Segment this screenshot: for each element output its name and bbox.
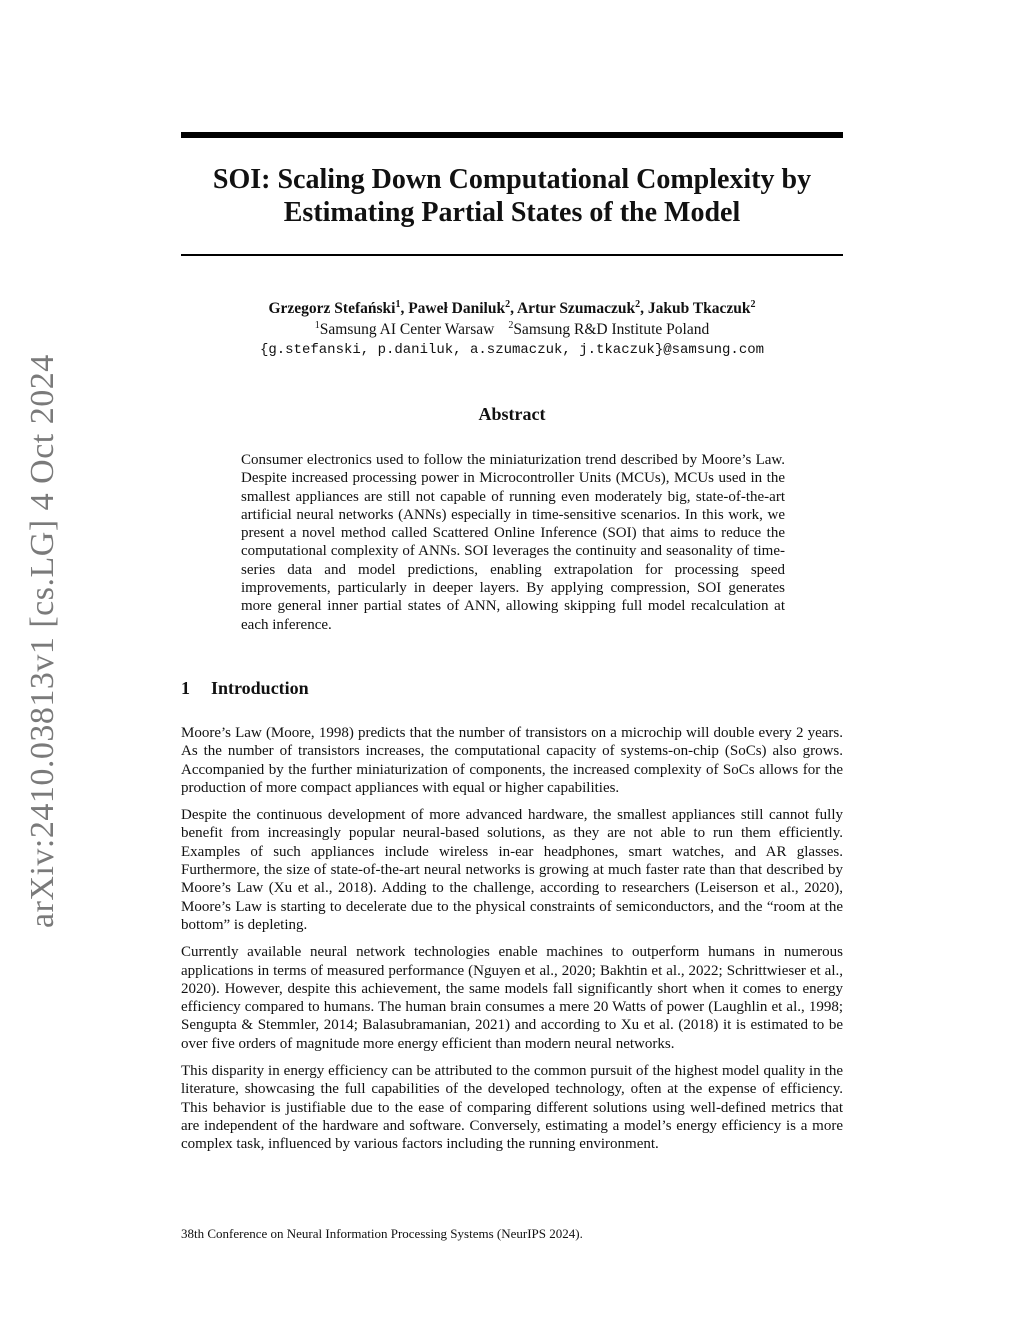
author-name: Artur Szumaczuk [516,300,636,317]
title-rule-top [181,132,843,138]
abstract-text: Consumer electronics used to follow the miniaturization trend described by Moore’s Law. Despite increased processing power in Microcontroller Units (MCUs), MCUs used in the smallest appliances are still not capable of running even moderately big, state-of-the-art artificial neural networks (ANNs) especially in time-sensitive scenarios. In this work, we present a novel method called Scattered Online Inference (SOI) that aims to reduce the computational complexity of ANNs. SOI leverages the continuity and seasonality of time-series data and model predictions, enabling extrapolation for processing speed improvements, particularly in deeper layers. By applying compression, SOI generates more general inner partial states of ANN, allowing skipping full model recalculation at each inference. [241,452,785,633]
abstract-heading: Abstract [478,404,546,424]
author-emails: {g.stefanski, p.daniluk, a.szumaczuk, j.tkaczuk}@samsung.com [259,342,765,358]
section-number: 1 [181,678,190,698]
paragraph: Despite the continuous development of more advanced hardware, the smallest appliances still cannot fully benefit from increasingly popular neural-based solutions, as they are not able to run them efficiently. Examples of such appliances include wireless in-ear headphones, smart watches, and AR glasses. Furthermore, the size of state-of-the-art neural networks is growing at much faster rate than that described by Moore’s Law (Xu et al., 2018). Adding to the challenge, according to researchers (Leiserson et al., 2020), Moore’s Law is starting to decelerate due to the physical constraints of semiconductors, and the “room at the bottom” is depleting. [181,807,843,933]
paper-title [181,163,843,229]
paragraph: Currently available neural network technologies enable machines to outperform humans in numerous applications in terms of measured performance (Nguyen et al., 2020; Bakhtin et al., 2022; Schrittwieser et al., 2020). However, despite this achievement, the same models fall significantly short when it comes to energy efficiency compared to humans. The human brain consumes a mere 20 Watts of power (Laughlin et al., 1998; Sengupta & Stemmler, 2014; Balasubramanian, 2021) and according to Xu et al. (2018) it is estimated to be over five orders of magnitude more energy efficient than modern neural networks. [181,944,843,1052]
affiliations [181,319,843,340]
title-line-2: Estimating Partial States of the Model [283,197,741,228]
author-name: Grzegorz Stefański [268,300,396,317]
section-title: Introduction [211,678,309,698]
author-names: Grzegorz Stefański$^1$, Paweł Daniluk$^2$, Artur Szumaczuk$^2$, Jakub Tkaczuk$^2$ [268,298,756,317]
author-affiliation-mark: 2 [505,298,511,310]
author-name: Jakub Tkaczuk [647,300,751,317]
author-name: Paweł Daniluk [408,300,506,317]
section-heading [181,678,843,699]
arxiv-identifier: arXiv:2410.03813v1 [cs.LG] 4 Oct 2024 [24,354,61,928]
title-line-1: SOI: Scaling Down Computational Complexity by [212,164,812,195]
author-affiliation-mark: 2 [750,298,756,310]
affiliation-number: 2 [508,319,514,331]
author-affiliation-mark: 1 [395,298,401,310]
author-block [181,298,843,361]
affiliation-name: Samsung R&D Institute Poland [513,321,710,338]
title-rule-bottom [181,254,843,256]
author-affiliation-mark: 2 [635,298,641,310]
affiliation-name: Samsung AI Center Warsaw [319,321,495,338]
introduction-body [181,724,843,1163]
venue-footnote: 38th Conference on Neural Information Processing Systems (NeurIPS 2024). [181,1226,583,1241]
affiliation-number: 1 [314,319,320,331]
paragraph: This disparity in energy efficiency can be attributed to the common pursuit of the highest model quality in the literature, showcasing the full capabilities of the developed technology, often at the expense of efficiency. This behavior is justifiable due to the ease of comparing different solutions using well-defined metrics that are independent of the hardware and software. Conversely, estimating a model’s energy efficiency is a more complex task, influenced by various factors including the running environment. [181,1063,843,1153]
paragraph: Moore’s Law (Moore, 1998) predicts that the number of transistors on a microchip will double every 2 years. As the number of transistors increases, the computational capacity of systems-on-chip (SoCs) also grows. Accompanied by the further miniaturization of components, the increased complexity of SoCs allows for the production of more compact appliances with equal or higher capabilities. [181,725,843,796]
